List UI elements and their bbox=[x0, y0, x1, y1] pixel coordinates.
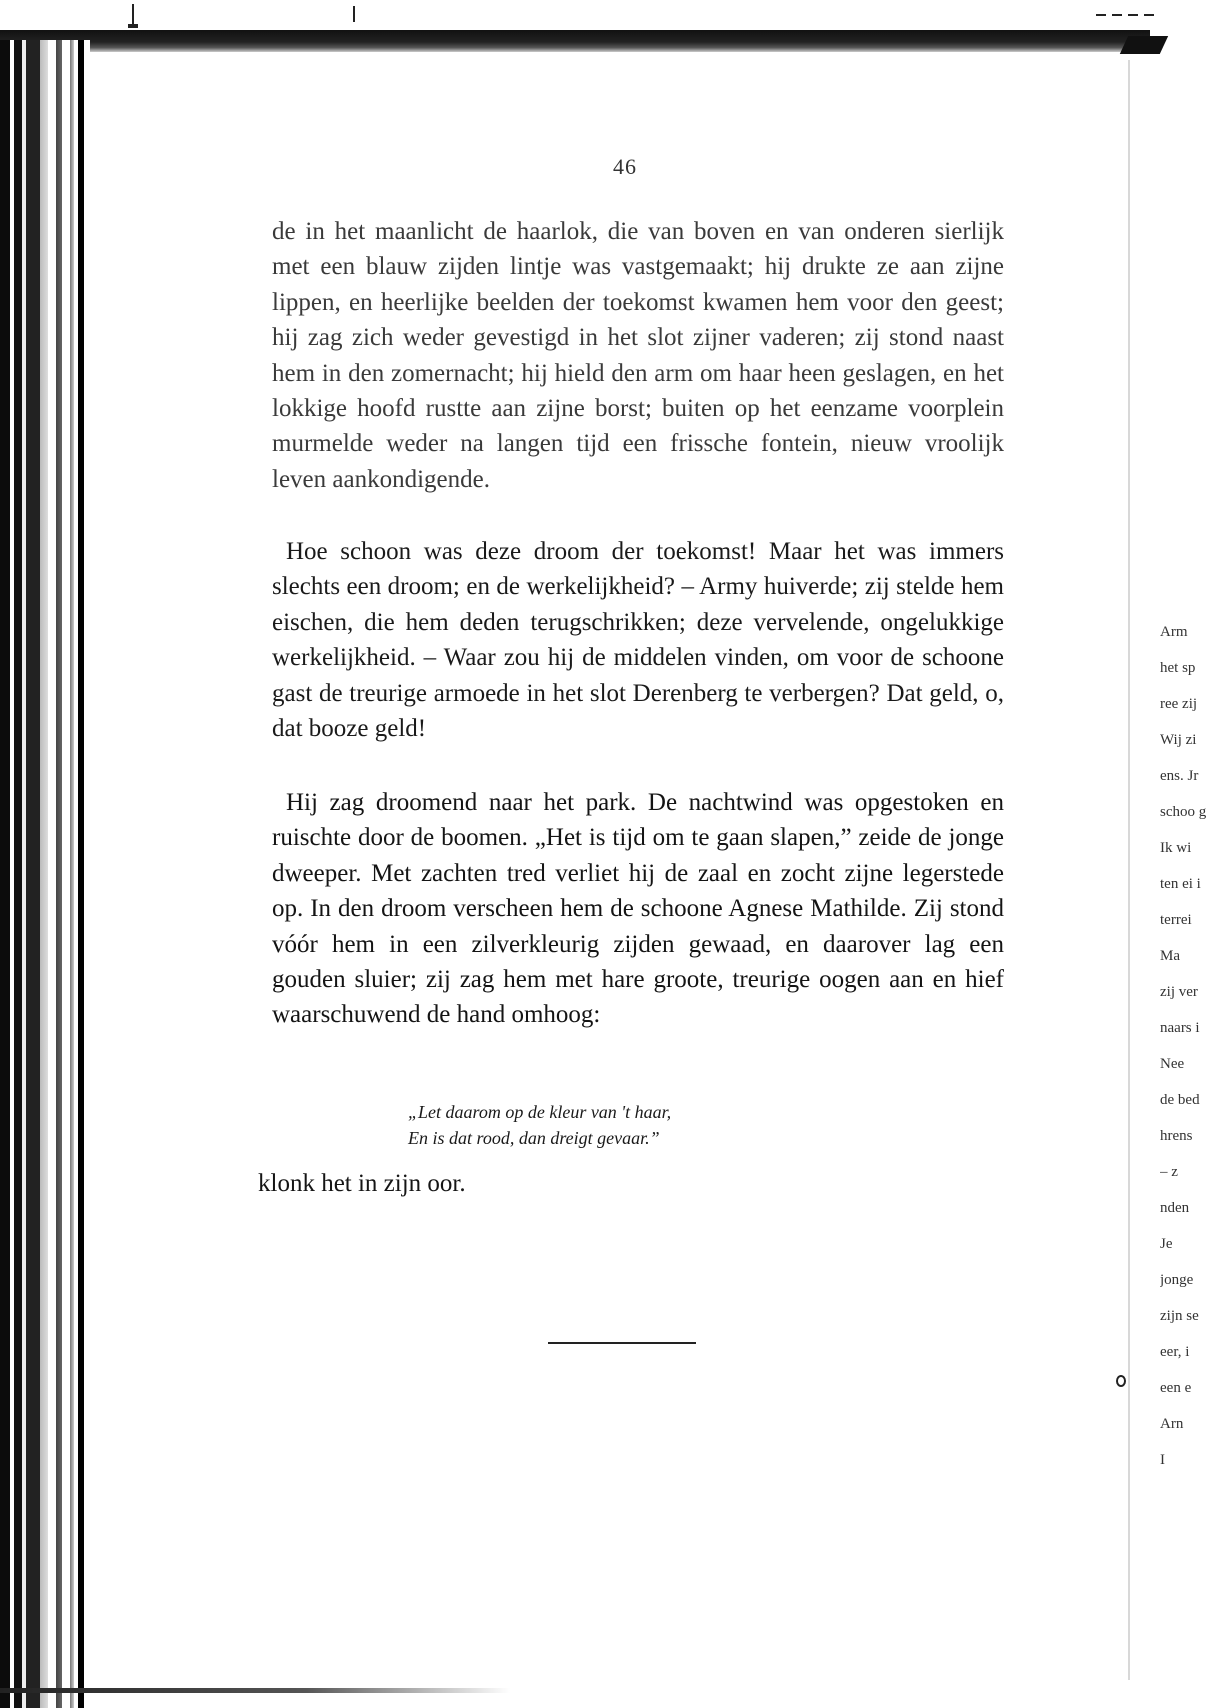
scan-dot-mark bbox=[1116, 1375, 1126, 1387]
facing-page-bleed bbox=[1160, 614, 1220, 1478]
bleed-line: ens. Jr bbox=[1160, 768, 1199, 784]
bleed-line: een e bbox=[1160, 1380, 1192, 1396]
bleed-line: zijn se bbox=[1160, 1308, 1199, 1324]
bleed-line: Nee bbox=[1160, 1056, 1185, 1072]
bleed-line: nden bbox=[1160, 1200, 1190, 1216]
verse-line: „Let daarom op de kleur van 't haar, bbox=[408, 1102, 672, 1122]
bleed-line: hrens bbox=[1160, 1128, 1193, 1144]
bleed-line: schoo g bbox=[1160, 804, 1207, 820]
bleed-line: het sp bbox=[1160, 660, 1196, 676]
scan-top-shadow bbox=[0, 30, 1150, 52]
scan-bottom-shadow bbox=[0, 1688, 510, 1693]
bleed-line: Je bbox=[1160, 1236, 1173, 1252]
bleed-line: terrei bbox=[1160, 912, 1192, 928]
bleed-line: Ik wi bbox=[1160, 840, 1192, 856]
bleed-line: eer, i bbox=[1160, 1344, 1190, 1360]
paragraph: Hoe schoon was deze droom der toekomst! Maar het was immers slechts een droom; en de werkelijkheid? – Army huiverde; zij stelde hem eischen, die hem deden terugschrikken; deze vervelende, ongelukkige werkelijkheid. – Waar zou hij de middelen vinden, om voor de schoone gast de treurige armoede in het slot Derenberg te verbergen? Dat geld, o, dat booze geld! bbox=[272, 538, 1004, 743]
verse-quote bbox=[408, 1099, 671, 1151]
bleed-line: Arm bbox=[1160, 624, 1188, 640]
page-fold-line bbox=[1128, 60, 1130, 1680]
book-binding-shadow bbox=[0, 40, 90, 1708]
bleed-line: Ma bbox=[1160, 948, 1180, 964]
closing-line: klonk het in zijn oor. bbox=[258, 1170, 466, 1197]
page-number: 46 bbox=[613, 154, 637, 179]
verse-line: En is dat rood, dan dreigt gevaar.” bbox=[408, 1128, 660, 1148]
bleed-line: Wij zi bbox=[1160, 732, 1197, 748]
bleed-line: jonge bbox=[1160, 1272, 1194, 1288]
bleed-line: de bed bbox=[1160, 1092, 1200, 1108]
bleed-line: – z bbox=[1160, 1164, 1178, 1180]
bleed-line: zij ver bbox=[1160, 984, 1198, 1000]
bleed-line: I bbox=[1160, 1452, 1165, 1468]
paragraph: de in het maanlicht de haarlok, die van boven en van onderen sierlijk met een blauw zijden lintje was vastgemaakt; hij drukte ze aan zijne lippen, en heerlijke beelden der toekomst kwamen hem voor den geest; hij zag zich weder gevestigd in het slot zijner vaderen; zij stond naast hem in den zomernacht; hij hield den arm om haar heen geslagen, en het lokkige hoofd rustte aan zijne borst; buiten op het eenzame voorplein murmelde weder na langen tijd een frissche fontein, nieuw vroolijk leven aankondigende. bbox=[272, 218, 1004, 493]
bleed-line: ten ei i bbox=[1160, 876, 1201, 892]
bleed-line: naars i bbox=[1160, 1020, 1200, 1036]
chapter-end-rule bbox=[548, 1342, 696, 1344]
bleed-line: Arn bbox=[1160, 1416, 1184, 1432]
paragraph: Hij zag droomend naar het park. De nachtwind was opgestoken en ruischte door de boomen. „Het is tijd om te gaan slapen,” zeide de jonge dweeper. Met zachten tred verliet hij de zaal en zocht zijne legerstede op. In den droom verscheen hem de schoone Agnese Mathilde. Zij stond vóór hem in een zilverkleurig zijden gewaad, en daarover lag een gouden sluier; zij zag hem met hare groote, treurige oogen aan en hief waarschuwend de hand omhoog: bbox=[272, 789, 1004, 1029]
bleed-line: ree zij bbox=[1160, 696, 1198, 712]
scan-top-marks bbox=[0, 0, 1224, 30]
